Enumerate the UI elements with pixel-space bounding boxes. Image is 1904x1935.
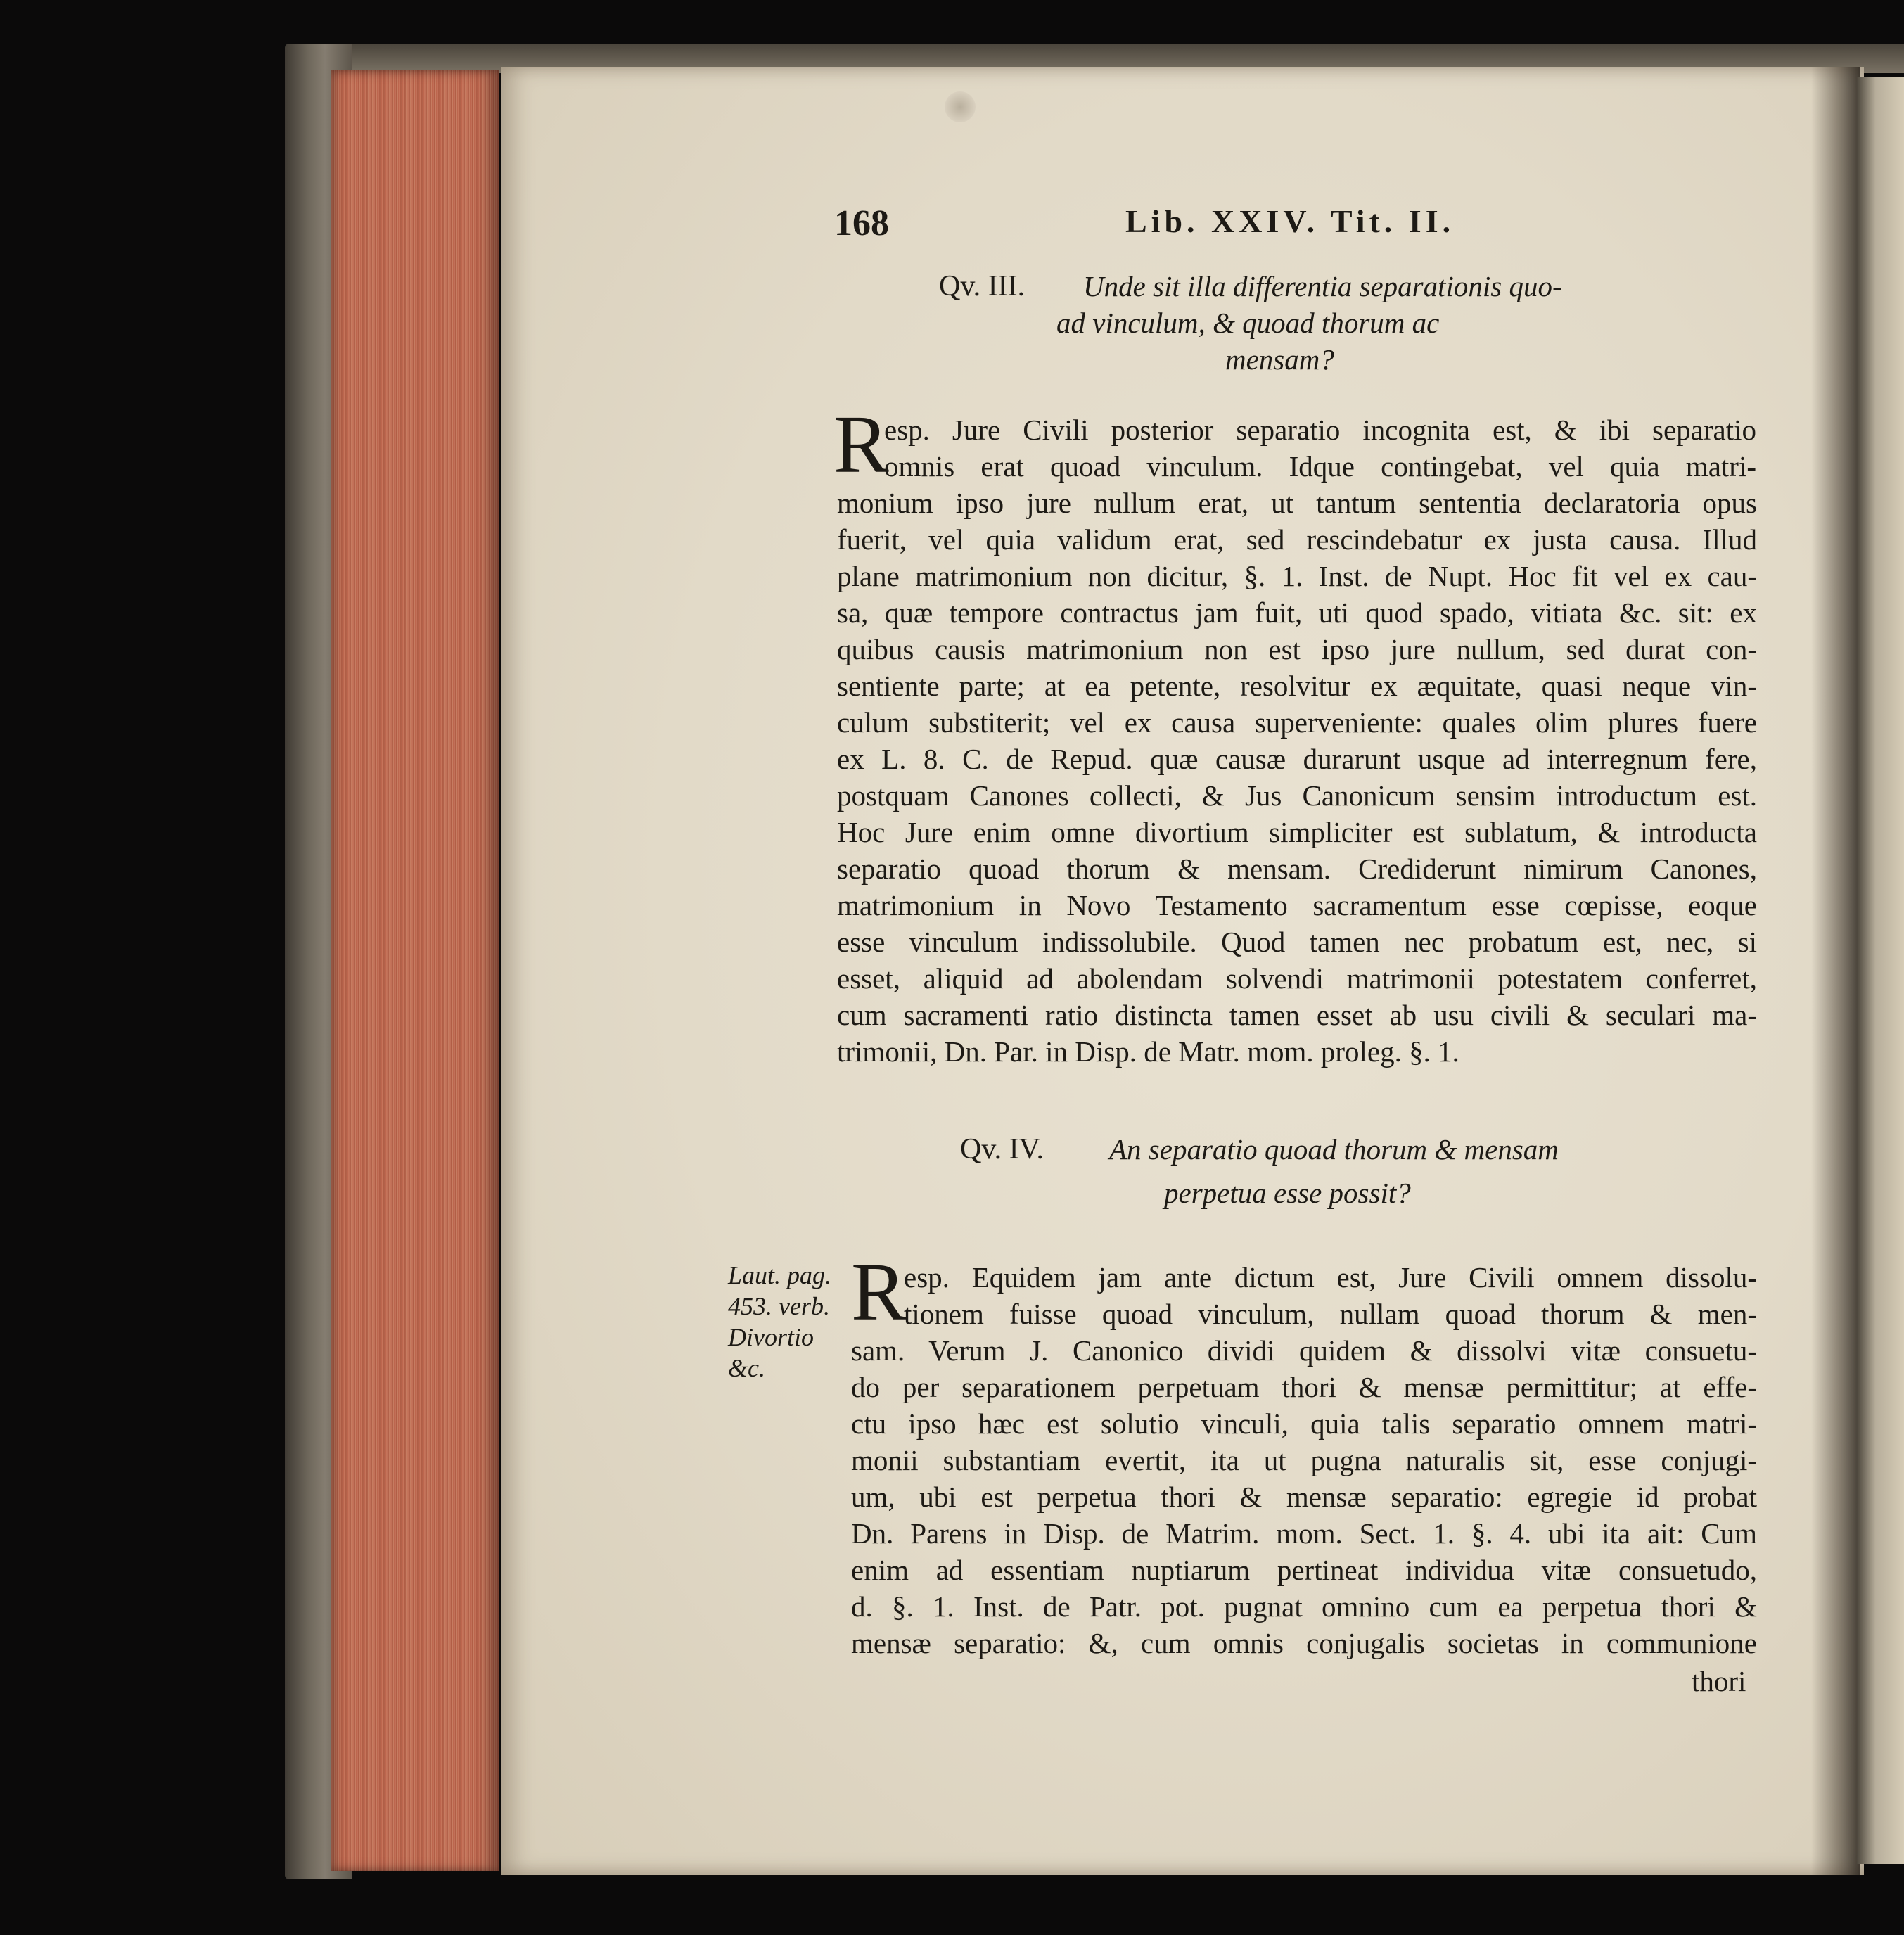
- margin-note-line: Divortio: [728, 1323, 814, 1351]
- question-3-body-line: fuerit, vel quia validum erat, sed rescindebatur ex justa causa. Illud: [837, 523, 1757, 556]
- margin-note-line: &c.: [728, 1354, 765, 1382]
- library-stamp-mark: [945, 91, 976, 122]
- question-4-body-line: d. §. 1. Inst. de Patr. pot. pugnat omnino cum ea perpetua thori &: [851, 1590, 1757, 1623]
- question-4-title-line: An separatio quoad thorum & mensam: [1109, 1133, 1559, 1166]
- question-3-body-line: culum substiterit; vel ex causa superveniente: quales olim plures fuere: [837, 706, 1757, 739]
- facing-page: [1857, 77, 1904, 1864]
- question-4-body-line: esp. Equidem jam ante dictum est, Jure Civili omnem dissolu-: [904, 1261, 1757, 1294]
- question-3-body-line: postquam Canones collecti, & Jus Canonicum sensim introductum est.: [837, 779, 1757, 812]
- question-3-body-line: Hoc Jure enim omne divortium simpliciter est sublatum, & introducta: [837, 816, 1757, 848]
- question-4-body-line: sam. Verum J. Canonico dividi quidem & dissolvi vitæ consuetu-: [851, 1334, 1757, 1367]
- question-3-body-line: esse vinculum indissolubile. Quod tamen nec probatum est, nec, si: [837, 926, 1757, 958]
- question-3-body-line: separatio quoad thorum & mensam. Crediderunt nimirum Canones,: [837, 852, 1757, 885]
- question-4-dropcap: R: [851, 1246, 907, 1338]
- question-4-title-line: perpetua esse possit?: [1164, 1177, 1411, 1209]
- question-4-body-line: monii substantiam evertit, ita ut pugna naturalis sit, esse conjugi-: [851, 1444, 1757, 1476]
- question-4-body-line: um, ubi est perpetua thori & mensæ separatio: egregie id probat: [851, 1481, 1757, 1513]
- question-3-body-line: esp. Jure Civili posterior separatio incognita est, & ibi separatio: [884, 414, 1756, 446]
- question-4-body-line: tionem fuisse quoad vinculum, nullam quoad thorum & men-: [904, 1298, 1757, 1330]
- question-3-body-line: esset, aliquid ad abolendam solvendi matrimonii potestatem conferret,: [837, 962, 1757, 995]
- question-4-body-line: do per separationem perpetuam thori & mensæ permittitur; at effe-: [851, 1371, 1757, 1403]
- question-4-body-line: ctu ipso hæc est solutio vinculi, quia talis separatio omnem matri-: [851, 1407, 1757, 1440]
- question-3-dropcap: R: [833, 398, 889, 490]
- question-3-body-line: cum sacramenti ratio distincta tamen esset ab usu civili & seculari ma-: [837, 999, 1757, 1031]
- question-3-body-line: quibus causis matrimonium non est ipso jure nullum, sed durat con-: [837, 633, 1757, 665]
- page-number: 168: [834, 203, 889, 243]
- question-3-body-line: ex L. 8. C. de Repud. quæ causæ durarunt usque ad interregnum fere,: [837, 743, 1757, 775]
- question-3-body-line: plane matrimonium non dicitur, §. 1. Inst. de Nupt. Hoc fit vel ex cau-: [837, 560, 1757, 592]
- page-edges: [331, 70, 499, 1871]
- question-3-label: Qv. III.: [939, 270, 1026, 302]
- page-gutter: [1811, 67, 1860, 1875]
- question-3-title-line: ad vinculum, & quoad thorum ac: [1056, 307, 1440, 339]
- margin-note-line: Laut. pag.: [728, 1261, 832, 1289]
- question-3-body-line: sa, quæ tempore contractus jam fuit, uti quod spado, vitiata &c. sit: ex: [837, 596, 1757, 629]
- question-4-label: Qv. IV.: [960, 1133, 1044, 1166]
- question-3-body-line: monium ipso jure nullum erat, ut tantum sententia declaratoria opus: [837, 487, 1757, 519]
- question-4-body-line: mensæ separatio: &, cum omnis conjugalis societas in communione: [851, 1627, 1757, 1659]
- margin-note-line: 453. verb.: [728, 1292, 830, 1320]
- catchword: thori: [1692, 1665, 1746, 1697]
- running-title: Lib. XXIV. Tit. II.: [1125, 203, 1455, 239]
- question-3-body-line: trimonii, Dn. Par. in Disp. de Matr. mom. proleg. §. 1.: [837, 1035, 1459, 1068]
- question-3-body-line: matrimonium in Novo Testamento sacramentum esse cœpisse, eoque: [837, 889, 1757, 921]
- question-3-body-line: sentiente parte; at ea petente, resolvitur ex æquitate, quasi neque vin-: [837, 670, 1757, 702]
- question-3-title-line: mensam?: [1225, 343, 1334, 376]
- question-4-body-line: Dn. Parens in Disp. de Matrim. mom. Sect. 1. §. 4. ubi ita ait: Cum: [851, 1517, 1757, 1550]
- question-3-body-line: omnis erat quoad vinculum. Idque contingebat, vel quia matri-: [884, 450, 1756, 483]
- question-3-title-line: Unde sit illa differentia separationis quo-: [1083, 270, 1562, 302]
- question-4-body-line: enim ad essentiam nuptiarum pertineat individua vitæ consuetudo,: [851, 1554, 1757, 1586]
